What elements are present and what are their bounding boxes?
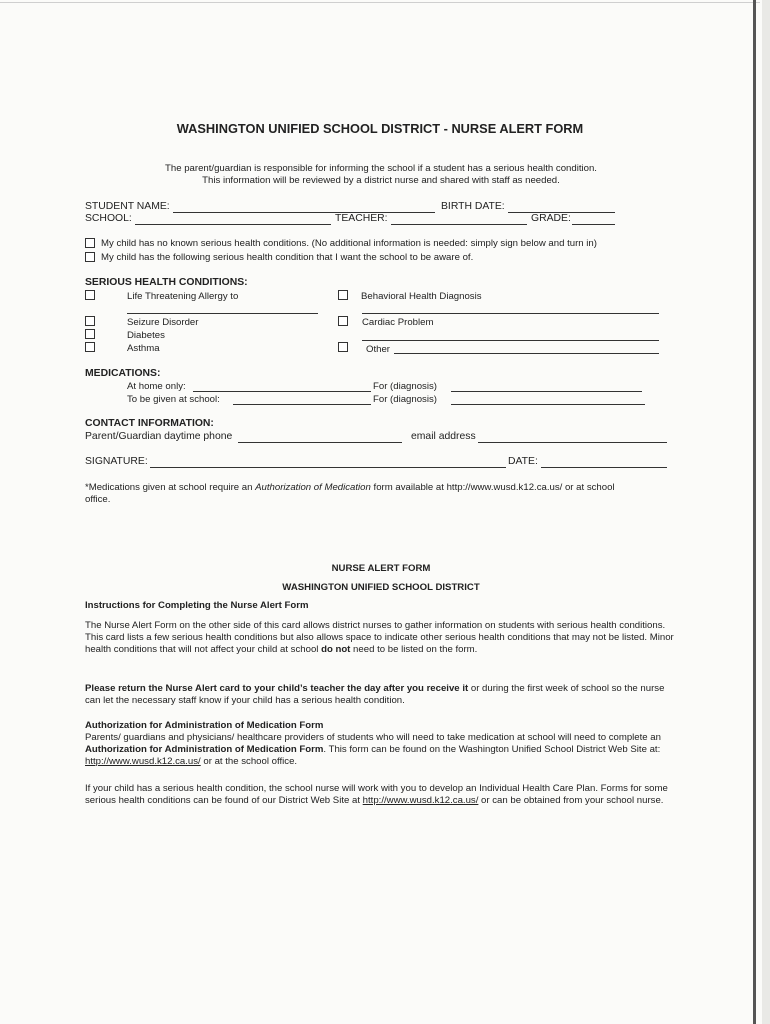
med-home-field[interactable] — [193, 391, 371, 392]
asthma-checkbox[interactable] — [85, 342, 95, 352]
para4-text-a: If your child has a serious health condition, the school nurse will work with you to develop an Individual Health Care Plan. Forms for some serious health conditions can be found of our District Web Site at — [85, 783, 668, 807]
school-label: SCHOOL: — [85, 213, 132, 224]
email-label: email address — [411, 431, 476, 442]
no-conditions-checkbox[interactable] — [85, 238, 95, 248]
instructions-heading-2: WASHINGTON UNIFIED SCHOOL DISTRICT — [282, 582, 480, 593]
para3-text-a: Parents/ guardians and physicians/ healthcare providers of students who will need to take medication at school will need to complete an — [85, 732, 661, 743]
para3-bold: Authorization for Administration of Medication Form — [85, 744, 324, 756]
med-school-field[interactable] — [233, 404, 371, 405]
behavioral-checkbox[interactable] — [338, 290, 348, 300]
para3-text-c: or at the school office. — [200, 756, 298, 768]
signature-label: SIGNATURE: — [85, 456, 148, 467]
footnote-line-1 — [85, 482, 615, 493]
instructions-para-1 — [85, 620, 675, 657]
teacher-label: TEACHER: — [335, 213, 388, 224]
allergy-checkbox[interactable] — [85, 290, 95, 300]
cardiac-checkbox[interactable] — [338, 316, 348, 326]
grade-label: GRADE: — [531, 213, 571, 224]
diabetes-label: Diabetes — [127, 330, 165, 341]
footnote-suffix: form available at http://www.wusd.k12.ca.us/ or at school — [370, 482, 615, 493]
footnote-line-2: office. — [85, 494, 111, 505]
allergy-field[interactable] — [127, 313, 318, 314]
scan-top-edge — [0, 2, 760, 3]
contact-heading: CONTACT INFORMATION: — [85, 418, 214, 429]
cardiac-field[interactable] — [362, 340, 659, 341]
para2-text: or during the first week of school so the nurse can let the necessary staff know if your child has a serious health condition. — [85, 683, 665, 707]
para1-bold: do not — [321, 644, 351, 656]
instructions-heading-1: NURSE ALERT FORM — [331, 563, 431, 574]
med-form-heading: Authorization for Administration of Medication Form — [85, 720, 324, 731]
has-conditions-label: My child has the following serious health condition that I want the school to be aware of. — [101, 252, 474, 263]
med-school-diagnosis-field[interactable] — [451, 404, 645, 405]
behavioral-label: Behavioral Health Diagnosis — [361, 291, 482, 302]
teacher-field[interactable] — [391, 224, 527, 225]
asthma-label: Asthma — [127, 343, 160, 354]
other-field[interactable] — [394, 353, 659, 354]
has-conditions-checkbox[interactable] — [85, 252, 95, 262]
email-field[interactable] — [478, 442, 667, 443]
med-school-diagnosis-label: For (diagnosis) — [373, 394, 437, 405]
signature-field[interactable] — [150, 467, 506, 468]
school-field[interactable] — [135, 224, 331, 225]
seizure-label: Seizure Disorder — [127, 317, 199, 328]
phone-label: Parent/Guardian daytime phone — [85, 431, 233, 442]
district-website-link[interactable]: http://www.wusd.k12.ca.us/ — [85, 756, 201, 768]
para4-text-b: or can be obtained from your school nurse. — [478, 795, 664, 807]
birth-date-label: BIRTH DATE: — [441, 201, 505, 212]
instructions-para-2 — [85, 683, 675, 707]
grade-field[interactable] — [572, 224, 615, 225]
instructions-para-4 — [85, 783, 675, 807]
medications-heading: MEDICATIONS: — [85, 368, 161, 379]
footnote-prefix: *Medications given at school require an — [85, 482, 256, 493]
med-home-label: At home only: — [127, 381, 186, 392]
form-title: WASHINGTON UNIFIED SCHOOL DISTRICT - NURSE ALERT FORM — [176, 121, 584, 136]
district-website-link-2[interactable]: http://www.wusd.k12.ca.us/ — [362, 795, 479, 807]
para1-text-b: need to be listed on the form. — [350, 644, 478, 656]
allergy-label: Life Threatening Allergy to — [127, 291, 239, 302]
instructions-subheading: Instructions for Completing the Nurse Alert Form — [85, 600, 309, 611]
no-conditions-label: My child has no known serious health conditions. (No additional information is needed: simply sign below and turn in) — [101, 238, 597, 249]
med-home-diagnosis-label: For (diagnosis) — [373, 381, 437, 392]
med-home-diagnosis-field[interactable] — [451, 391, 642, 392]
diabetes-checkbox[interactable] — [85, 329, 95, 339]
seizure-checkbox[interactable] — [85, 316, 95, 326]
student-name-field[interactable] — [173, 212, 435, 213]
scan-right-margin — [762, 0, 770, 1024]
intro-line-1: The parent/guardian is responsible for informing the school if a student has a serious health condition. — [165, 163, 597, 174]
intro-line-2: This information will be reviewed by a district nurse and shared with staff as needed. — [202, 175, 560, 186]
para1-text-a: The Nurse Alert Form on the other side of this card allows district nurses to gather information on students with serious health conditions. This card lists a few serious health conditions but also allows space to indicate other serious health conditions that may not be listed. Minor health conditions that will not affect your child at school — [85, 620, 674, 656]
scan-right-edge — [753, 0, 756, 1024]
student-name-label: STUDENT NAME: — [85, 201, 170, 212]
behavioral-field[interactable] — [362, 313, 659, 314]
date-label: DATE: — [508, 456, 538, 467]
other-label: Other — [366, 344, 390, 355]
para3-text-b: . This form can be found on the Washington Unified School District Web Site at: — [323, 744, 661, 756]
phone-field[interactable] — [238, 442, 402, 443]
other-checkbox[interactable] — [338, 342, 348, 352]
date-field[interactable] — [541, 467, 667, 468]
med-school-label: To be given at school: — [127, 394, 220, 405]
conditions-heading: SERIOUS HEALTH CONDITIONS: — [85, 277, 248, 288]
cardiac-label: Cardiac Problem — [362, 317, 434, 328]
para2-bold: Please return the Nurse Alert card to your child’s teacher the day after you receive it — [85, 683, 469, 694]
instructions-para-3 — [85, 732, 675, 769]
footnote-form-name: Authorization of Medication — [255, 482, 371, 493]
